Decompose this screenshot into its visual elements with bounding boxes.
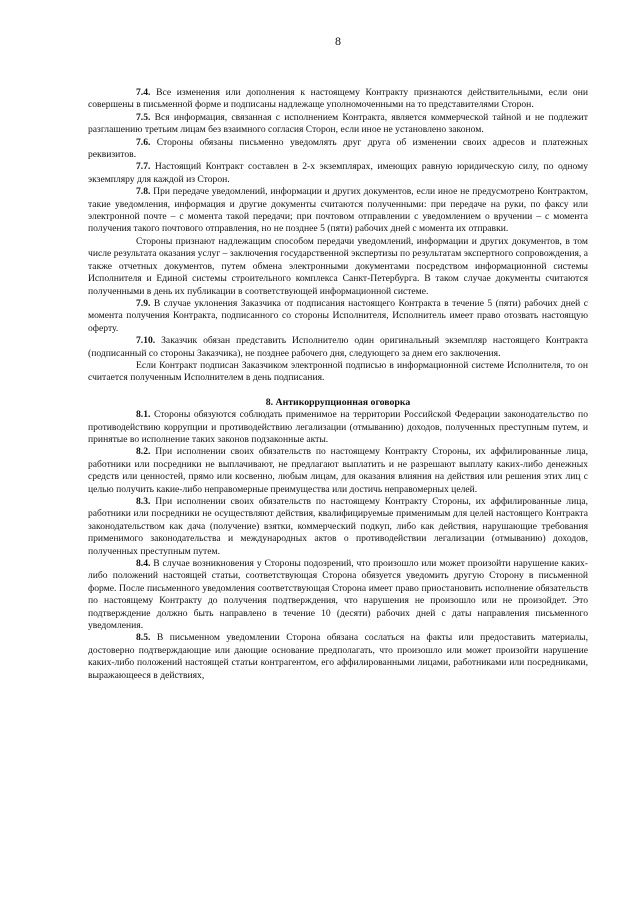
clause-number: 7.9. bbox=[136, 297, 151, 309]
clause-text: В случае уклонения Заказчика от подписания настоящего Контракта в течение 5 (пяти) рабочих дней с момента получения Контракта, подписанного со стороны Исполнителя, Исполнитель имеет право отозвать настоящую оферту. bbox=[88, 297, 588, 334]
section-8-paragraph-0 bbox=[88, 409, 588, 446]
clause-number: 8.4. bbox=[136, 558, 151, 570]
clause-text: Настоящий Контракт составлен в 2-х экземплярах, имеющих равную юридическую силу, по одному экземпляру для каждой из Сторон. bbox=[88, 161, 588, 185]
section-7-paragraph-7 bbox=[88, 335, 588, 360]
clause-number: 7.6. bbox=[136, 136, 151, 148]
clause-text: При исполнении своих обязательств по настоящему Контракту Стороны, их аффилированные лица, работники или посредники не выплачивают, не предлагают выплатить и не разрешают выплату каких-либо денежных средств или ценностей, прямо или косвенно, любым лицам, для оказания влияния на действия или решения этих лиц с целью получить какие-либо неправомерные преимущества или достичь неправомерных целей. bbox=[88, 446, 588, 495]
clause-text: В письменном уведомлении Сторона обязана сослаться на факты или предоставить материалы, достоверно подтверждающие или дающие основание предполагать, что произошло или может произойти нарушение каких-либо положений настоящей статьи контрагентом, его аффилированными лицами, работниками или посредниками, выражающееся в действиях, bbox=[88, 632, 588, 681]
clause-number: 7.10. bbox=[136, 335, 156, 347]
page-number: 8 bbox=[335, 34, 341, 48]
section-7-paragraph-8 bbox=[88, 360, 588, 385]
clause-number: 7.5. bbox=[136, 111, 151, 123]
section-8-paragraph-1 bbox=[88, 446, 588, 496]
section-8-title: 8. Антикоррупционная оговорка bbox=[265, 396, 411, 408]
section-7-paragraph-6 bbox=[88, 298, 588, 335]
clause-text: Стороны обязуются соблюдать применимое на территории Российской Федерации законодательство по противодействию коррупции и противодействию легализации (отмыванию) доходов, полученных преступным путем, и принятые во исполнение таких законов подзаконные акты. bbox=[88, 409, 588, 445]
section-8-body bbox=[88, 409, 588, 682]
clause-text: При передаче уведомлений, информации и других документов, если иное не предусмотрено Контрактом, такие уведомления, информация и другие документы считаются полученными: при передаче на руки, по факсу или электронной почте – с момента такой передачи; при почтовом отправлении с уведомлением о вручении – с момента получения такого почтового отправления, но не позднее 5 (пяти) рабочих дней с момента их отправки. bbox=[88, 186, 588, 235]
section-7-paragraph-3 bbox=[88, 161, 588, 186]
section-8-paragraph-4 bbox=[88, 632, 588, 682]
section-7-paragraph-1 bbox=[88, 112, 588, 137]
clause-number: 7.7. bbox=[136, 161, 151, 173]
section-7-paragraph-0 bbox=[88, 87, 588, 112]
clause-text: Заказчик обязан представить Исполнителю один оригинальный экземпляр настоящего Контракта (подписанный со стороны Заказчика), не позднее рабочего дня, следующего за днем его заключения. bbox=[88, 335, 589, 359]
clause-text: В случае возникновения у Стороны подозрений, что произошло или может произойти нарушение каких-либо положений настоящей статьи, соответствующая Сторона обязуется уведомить другую Сторону в письменной форме. После письменного уведомления соответствующая Сторона имеет право приостановить исполнение обязательств по настоящему Контракту до получения подтверждения, что нарушения не произошло или не произойдет. Это подтверждение должно быть направлено в течение 10 (десяти) рабочих дней с даты направления письменного уведомления. bbox=[88, 558, 588, 632]
section-7-paragraph-5 bbox=[88, 236, 588, 298]
clause-text: Вся информация, связанная с исполнением Контракта, является коммерческой тайной и не подлежит разглашению третьим лицам без взаимного согласия Сторон, если иное не установлено законом. bbox=[88, 111, 588, 136]
clause-text: Стороны обязаны письменно уведомлять друг друга об изменении своих адресов и платежных реквизитов. bbox=[88, 136, 589, 161]
section-7-body bbox=[88, 87, 588, 385]
clause-number: 7.4. bbox=[136, 87, 151, 98]
section-8-paragraph-2 bbox=[88, 496, 588, 558]
clause-text: Стороны признают надлежащим способом передачи уведомлений, информации и других документов, в том числе результата оказания услуг – заключения государственной экспертизы по результатам экспертного сопровождения, а также отчетных документов, путем обмена электронными документами посредством информационной системы Исполнителя и Единой системы строительного комплекса Санкт-Петербурга. В таком случае документы считаются полученными в день их публикации в соответствующей информационной системе. bbox=[88, 235, 588, 297]
clause-text: Если Контракт подписан Заказчиком электронной подписью в информационной системе Исполнителя, то он считается полученным Исполнителем в день подписания. bbox=[88, 359, 588, 384]
clause-number: 8.3. bbox=[136, 496, 151, 507]
clause-number: 8.2. bbox=[136, 446, 151, 458]
clause-number: 8.5. bbox=[136, 632, 151, 644]
section-7-paragraph-2 bbox=[88, 137, 588, 162]
section-7-paragraph-4 bbox=[88, 186, 588, 236]
clause-number: 7.8. bbox=[136, 186, 151, 198]
clause-text: При исполнении своих обязательств по настоящему Контракту Стороны, их аффилированные лица, работники или посредники не осуществляют действия, квалифицируемые применимым для целей настоящего Контракта законодательством как дача (получение) взятки, коммерческий подкуп, либо как действия, нарушающие требования применимого законодательства и международных актов о противодействии легализации (отмыванию) доходов, полученных преступным путем. bbox=[88, 496, 588, 557]
clause-number: 8.1. bbox=[136, 409, 151, 421]
section-8-paragraph-3 bbox=[88, 558, 588, 632]
clause-text: Все изменения или дополнения к настоящему Контракту признаются действительными, если они совершены в письменной форме и подписаны надлежаще уполномоченными на то представителями Сторон. bbox=[88, 87, 588, 111]
